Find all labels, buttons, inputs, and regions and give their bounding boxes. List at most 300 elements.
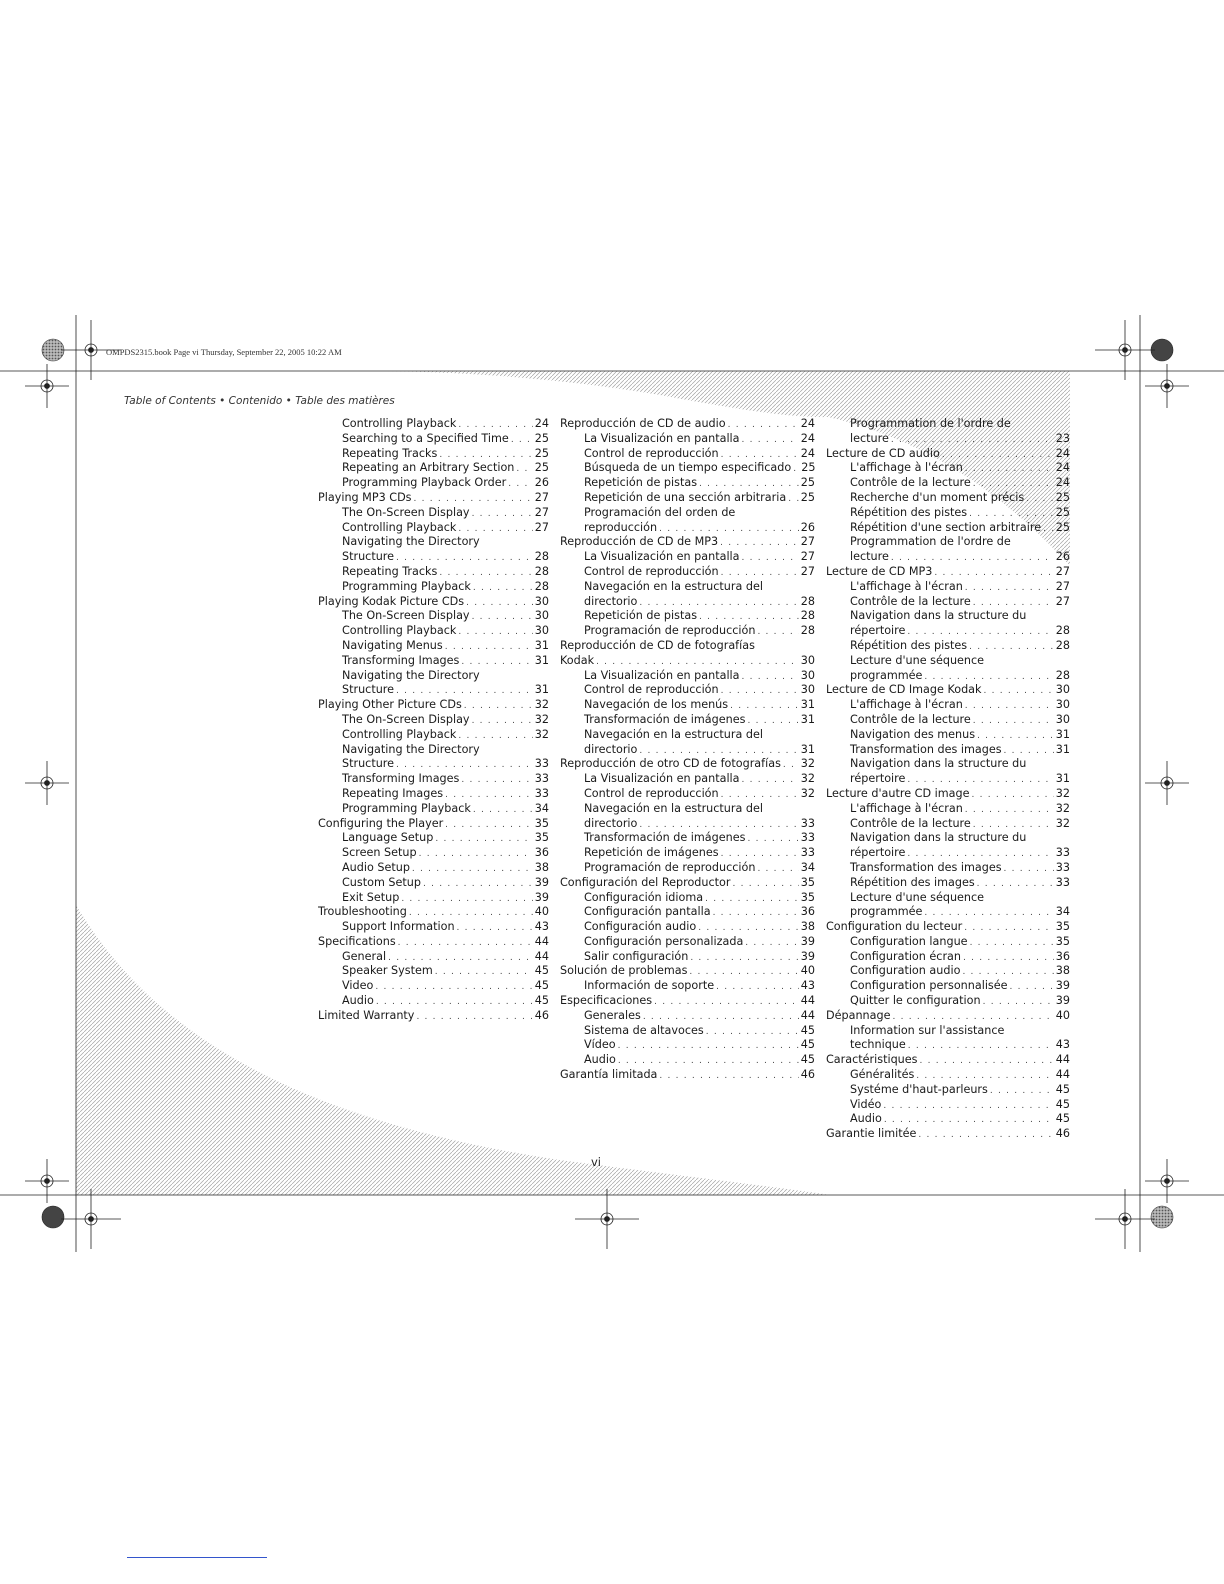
running-header: Table of Contents • Contenido • Table des matières xyxy=(124,395,395,407)
toc-column-english xyxy=(318,417,549,1024)
toc-leader-dots xyxy=(705,892,799,906)
toc-entry[interactable] xyxy=(318,624,549,639)
toc-entry[interactable] xyxy=(318,461,549,476)
toc-entry-page: 33 xyxy=(534,772,549,786)
toc-entry[interactable] xyxy=(318,565,549,580)
toc-entry[interactable] xyxy=(826,772,1070,787)
toc-leader-dots xyxy=(690,951,798,965)
toc-entry-title: Répétition des pistes xyxy=(850,505,968,519)
toc-entry[interactable] xyxy=(826,521,1070,536)
toc-entry-page: 31 xyxy=(1055,742,1070,756)
toc-entry[interactable] xyxy=(318,580,549,595)
toc-entry-title: Controlling Playback xyxy=(342,624,457,638)
toc-entry-page: 35 xyxy=(1055,934,1070,948)
toc-entry[interactable] xyxy=(560,994,815,1009)
toc-entry-page: 45 xyxy=(800,1038,815,1052)
toc-leader-dots xyxy=(745,936,798,950)
toc-entry[interactable] xyxy=(560,1009,815,1024)
toc-entry-page: 24 xyxy=(1055,476,1070,490)
toc-entry-title: Vídeo xyxy=(584,1038,616,1052)
toc-leader-dots xyxy=(962,965,1053,979)
toc-leader-dots xyxy=(699,477,799,491)
toc-entry[interactable] xyxy=(560,535,815,550)
toc-leader-dots xyxy=(461,773,532,787)
toc-entry[interactable] xyxy=(560,550,815,565)
toc-entry[interactable] xyxy=(826,476,1070,491)
toc-entry[interactable] xyxy=(826,639,1070,654)
toc-entry-title: Audio Setup xyxy=(342,860,410,874)
toc-entry[interactable] xyxy=(826,654,1070,669)
toc-entry-title: Structure xyxy=(342,683,395,697)
toc-entry-title: General xyxy=(342,949,387,963)
toc-entry[interactable] xyxy=(826,728,1070,743)
toc-entry[interactable] xyxy=(560,772,815,787)
toc-entry[interactable] xyxy=(826,994,1070,1009)
toc-entry-page: 25 xyxy=(534,431,549,445)
toc-entry[interactable] xyxy=(560,461,815,476)
toc-entry[interactable] xyxy=(318,757,549,772)
toc-entry[interactable] xyxy=(318,891,549,906)
toc-entry-page: 25 xyxy=(534,461,549,475)
toc-entry-title: reproducción xyxy=(584,520,658,534)
toc-entry[interactable] xyxy=(560,580,815,595)
toc-entry[interactable] xyxy=(560,669,815,684)
toc-leader-dots xyxy=(412,862,533,876)
toc-entry[interactable] xyxy=(318,521,549,536)
toc-entry-title: Generales xyxy=(584,1008,641,1022)
toc-entry[interactable] xyxy=(560,935,815,950)
toc-entry[interactable] xyxy=(560,639,815,654)
toc-leader-dots xyxy=(618,1054,799,1068)
toc-leader-dots xyxy=(757,625,798,639)
toc-leader-dots xyxy=(965,581,1054,595)
toc-entry[interactable] xyxy=(826,876,1070,891)
toc-entry-page: 39 xyxy=(1055,979,1070,993)
toc-entry[interactable] xyxy=(560,432,815,447)
toc-entry-page: 31 xyxy=(1055,772,1070,786)
toc-entry-page: 24 xyxy=(534,417,549,430)
toc-entry[interactable] xyxy=(560,521,815,536)
toc-leader-dots xyxy=(376,995,533,1009)
toc-entry[interactable] xyxy=(560,861,815,876)
toc-entry[interactable] xyxy=(560,654,815,669)
toc-entry-title: lecture xyxy=(850,550,889,564)
toc-entry[interactable] xyxy=(318,743,549,758)
toc-entry-title: Audio xyxy=(342,994,374,1008)
toc-entry[interactable] xyxy=(318,979,549,994)
toc-entry-page: 33 xyxy=(1055,860,1070,874)
toc-entry[interactable] xyxy=(318,535,549,550)
toc-entry-page: 39 xyxy=(534,875,549,889)
toc-entry-title: programmée xyxy=(850,905,923,919)
toc-leader-dots xyxy=(435,832,532,846)
toc-entry[interactable] xyxy=(826,565,1070,580)
toc-entry[interactable] xyxy=(318,683,549,698)
toc-entry[interactable] xyxy=(826,417,1070,432)
toc-entry[interactable] xyxy=(826,743,1070,758)
toc-leader-dots xyxy=(464,699,533,713)
toc-entry-title: Navigation des menus xyxy=(850,727,976,741)
toc-entry-page: 36 xyxy=(800,905,815,919)
toc-entry[interactable] xyxy=(826,1112,1070,1127)
toc-entry[interactable] xyxy=(560,1053,815,1068)
toc-entry[interactable] xyxy=(826,624,1070,639)
toc-entry-title: Navigating the Directory xyxy=(342,742,480,756)
toc-entry-title: Programmation de l'ordre de xyxy=(850,535,1011,549)
toc-entry[interactable] xyxy=(560,964,815,979)
toc-entry[interactable] xyxy=(826,1009,1070,1024)
toc-entry-page: 27 xyxy=(800,535,815,549)
toc-entry-title: Navegación en la estructura del xyxy=(584,579,764,593)
toc-entry[interactable] xyxy=(560,609,815,624)
toc-entry-title: Structure xyxy=(342,757,395,771)
toc-entry-title: Playing Other Picture CDs xyxy=(318,698,462,712)
toc-entry-title: Systéme d'haut-parleurs xyxy=(850,1082,988,1096)
toc-entry-title: Especificaciones xyxy=(560,994,653,1008)
toc-entry-page: 28 xyxy=(1055,668,1070,682)
toc-entry-title: L'affichage à l'écran xyxy=(850,579,963,593)
toc-entry[interactable] xyxy=(560,1038,815,1053)
toc-entry-page: 44 xyxy=(800,1008,815,1022)
toc-entry-page: 33 xyxy=(1055,846,1070,860)
toc-entry[interactable] xyxy=(318,713,549,728)
toc-entry[interactable] xyxy=(560,728,815,743)
toc-entry[interactable] xyxy=(318,846,549,861)
toc-entry-title: Navigation dans la structure du xyxy=(850,609,1027,623)
toc-entry[interactable] xyxy=(560,698,815,713)
toc-entry[interactable] xyxy=(318,772,549,787)
toc-leader-dots xyxy=(639,596,798,610)
toc-leader-dots xyxy=(698,921,799,935)
toc-entry[interactable] xyxy=(826,550,1070,565)
toc-entry[interactable] xyxy=(318,447,549,462)
toc-entry-page: 34 xyxy=(800,860,815,874)
toc-entry-page: 25 xyxy=(534,446,549,460)
toc-entry[interactable] xyxy=(826,1127,1070,1142)
toc-entry[interactable] xyxy=(318,639,549,654)
toc-entry[interactable] xyxy=(826,698,1070,713)
toc-entry-title: Repeating Images xyxy=(342,786,444,800)
toc-entry-page: 45 xyxy=(534,964,549,978)
toc-entry[interactable] xyxy=(318,417,549,432)
toc-entry-title: Configuration audio xyxy=(850,964,961,978)
toc-entry-page: 28 xyxy=(1055,638,1070,652)
toc-leader-dots xyxy=(742,433,799,447)
toc-leader-dots xyxy=(618,1039,799,1053)
toc-entry[interactable] xyxy=(826,1068,1070,1083)
toc-entry[interactable] xyxy=(560,757,815,772)
toc-entry[interactable] xyxy=(560,979,815,994)
toc-leader-dots xyxy=(747,832,798,846)
toc-entry[interactable] xyxy=(318,654,549,669)
toc-leader-dots xyxy=(793,462,799,476)
toc-entry-title: Transformación de imágenes xyxy=(584,831,746,845)
toc-entry-title: Répétition d'une section arbitraire xyxy=(850,520,1042,534)
toc-entry[interactable] xyxy=(318,861,549,876)
toc-entry[interactable] xyxy=(826,846,1070,861)
toc-entry-title: The On-Screen Display xyxy=(342,712,470,726)
toc-entry-page: 31 xyxy=(1055,727,1070,741)
toc-leader-dots xyxy=(721,448,799,462)
toc-entry[interactable] xyxy=(826,580,1070,595)
toc-entry-title: Reproducción de CD de fotografías xyxy=(560,638,755,652)
toc-entry[interactable] xyxy=(826,964,1070,979)
toc-entry-page: 28 xyxy=(534,550,549,564)
toc-entry[interactable] xyxy=(826,1053,1070,1068)
toc-entry-page: 23 xyxy=(1055,431,1070,445)
toc-entry[interactable] xyxy=(318,831,549,846)
toc-entry[interactable] xyxy=(318,905,549,920)
toc-leader-dots xyxy=(788,492,799,506)
toc-entry[interactable] xyxy=(318,506,549,521)
toc-entry-page: 44 xyxy=(1055,1053,1070,1067)
toc-entry[interactable] xyxy=(560,1024,815,1039)
toc-leader-dots xyxy=(971,788,1053,802)
toc-entry-title: Navegación en la estructura del xyxy=(584,727,764,741)
toc-entry[interactable] xyxy=(318,609,549,624)
toc-entry[interactable] xyxy=(318,950,549,965)
toc-entry[interactable] xyxy=(560,713,815,728)
toc-entry-page: 33 xyxy=(1055,875,1070,889)
toc-entry-page: 24 xyxy=(800,431,815,445)
toc-entry-page: 40 xyxy=(534,905,549,919)
toc-entry-page: 44 xyxy=(534,949,549,963)
toc-entry[interactable] xyxy=(826,891,1070,906)
toc-entry-title: Navegación de los menús xyxy=(584,698,729,712)
toc-entry-title: Configuración pantalla xyxy=(584,905,711,919)
toc-entry[interactable] xyxy=(826,713,1070,728)
toc-leader-dots xyxy=(742,670,799,684)
toc-entry[interactable] xyxy=(318,802,549,817)
toc-entry-page: 28 xyxy=(800,594,815,608)
toc-entry-page: 31 xyxy=(534,683,549,697)
toc-leader-dots xyxy=(1004,862,1054,876)
registration-ball-icon xyxy=(1151,1206,1173,1228)
toc-entry-title: Lecture d'une séquence xyxy=(850,653,985,667)
toc-entry-title: Repeating Tracks xyxy=(342,564,438,578)
toc-entry[interactable] xyxy=(560,950,815,965)
toc-entry-title: Repeating an Arbitrary Section xyxy=(342,461,515,475)
toc-entry[interactable] xyxy=(560,447,815,462)
toc-entry[interactable] xyxy=(560,831,815,846)
toc-entry[interactable] xyxy=(318,876,549,891)
toc-entry-page: 44 xyxy=(1055,1068,1070,1082)
toc-entry[interactable] xyxy=(560,1068,815,1083)
toc-entry[interactable] xyxy=(826,447,1070,462)
toc-leader-dots xyxy=(747,714,798,728)
toc-entry[interactable] xyxy=(560,817,815,832)
toc-entry[interactable] xyxy=(318,964,549,979)
toc-leader-dots xyxy=(977,877,1054,891)
toc-entry-title: Contrôle de la lecture xyxy=(850,816,971,830)
toc-entry[interactable] xyxy=(318,432,549,447)
toc-entry[interactable] xyxy=(318,994,549,1009)
toc-entry[interactable] xyxy=(560,787,815,802)
toc-leader-dots xyxy=(730,699,799,713)
toc-entry[interactable] xyxy=(826,920,1070,935)
toc-entry-page: 27 xyxy=(534,520,549,534)
toc-leader-dots xyxy=(716,980,799,994)
toc-entry-title: Programming Playback xyxy=(342,579,471,593)
toc-entry-title: Programming Playback xyxy=(342,801,471,815)
toc-leader-dots xyxy=(375,980,532,994)
toc-leader-dots xyxy=(969,640,1054,654)
toc-entry[interactable] xyxy=(318,595,549,610)
toc-entry[interactable] xyxy=(560,920,815,935)
toc-entry-page: 33 xyxy=(800,846,815,860)
toc-entry-title: Dépannage xyxy=(826,1008,891,1022)
toc-entry-page: 30 xyxy=(1055,698,1070,712)
toc-entry-page: 43 xyxy=(1055,1038,1070,1052)
toc-leader-dots xyxy=(907,847,1053,861)
toc-entry-title: Playing Kodak Picture CDs xyxy=(318,594,465,608)
toc-entry-title: Recherche d'un moment précis xyxy=(850,490,1025,504)
toc-leader-dots xyxy=(596,655,799,669)
toc-leader-dots xyxy=(388,951,533,965)
footer-link-rule xyxy=(127,1557,267,1558)
toc-entry[interactable] xyxy=(318,935,549,950)
toc-entry[interactable] xyxy=(826,1024,1070,1039)
toc-leader-dots xyxy=(466,596,533,610)
toc-entry[interactable] xyxy=(826,669,1070,684)
toc-leader-dots xyxy=(892,1010,1053,1024)
toc-entry[interactable] xyxy=(826,432,1070,447)
toc-leader-dots xyxy=(721,788,799,802)
toc-entry-title: Playing MP3 CDs xyxy=(318,490,412,504)
toc-entry[interactable] xyxy=(826,905,1070,920)
toc-entry-page: 32 xyxy=(1055,816,1070,830)
toc-leader-dots xyxy=(973,477,1054,491)
toc-entry-title: Lecture d'autre CD image xyxy=(826,786,970,800)
toc-entry-title: La Visualización en pantalla xyxy=(584,431,740,445)
toc-entry[interactable] xyxy=(318,1009,549,1024)
toc-leader-dots xyxy=(1043,522,1054,536)
toc-entry-page: 33 xyxy=(534,757,549,771)
toc-entry[interactable] xyxy=(318,491,549,506)
toc-leader-dots xyxy=(965,803,1054,817)
toc-entry[interactable] xyxy=(826,950,1070,965)
toc-entry-page: 45 xyxy=(534,979,549,993)
print-slug: OMPDS2315.book Page vi Thursday, September 22, 2005 10:22 AM xyxy=(106,347,342,357)
toc-leader-dots xyxy=(964,921,1053,935)
toc-leader-dots xyxy=(689,965,798,979)
toc-entry[interactable] xyxy=(826,935,1070,950)
toc-entry[interactable] xyxy=(560,876,815,891)
toc-entry[interactable] xyxy=(826,609,1070,624)
toc-entry[interactable] xyxy=(560,905,815,920)
toc-entry-title: Programación de reproducción xyxy=(584,624,756,638)
toc-leader-dots xyxy=(458,418,532,432)
toc-entry-page: 46 xyxy=(1055,1127,1070,1141)
toc-entry[interactable] xyxy=(560,491,815,506)
toc-entry-page: 24 xyxy=(800,446,815,460)
toc-entry-page: 34 xyxy=(534,801,549,815)
toc-entry-title: Configuración del Reproductor xyxy=(560,875,731,889)
toc-entry-page: 30 xyxy=(800,653,815,667)
toc-leader-dots xyxy=(419,847,533,861)
toc-entry-title: Lecture de CD Image Kodak xyxy=(826,683,982,697)
toc-leader-dots xyxy=(458,729,532,743)
toc-entry-page: 24 xyxy=(800,417,815,430)
toc-leader-dots xyxy=(919,1054,1053,1068)
toc-entry-title: L'affichage à l'écran xyxy=(850,698,963,712)
toc-entry-title: Language Setup xyxy=(342,831,434,845)
toc-entry[interactable] xyxy=(826,831,1070,846)
toc-entry[interactable] xyxy=(560,891,815,906)
toc-entry[interactable] xyxy=(826,535,1070,550)
toc-entry[interactable] xyxy=(560,476,815,491)
toc-entry-title: Repetición de una sección arbitraria xyxy=(584,490,787,504)
toc-leader-dots xyxy=(414,492,533,506)
toc-entry[interactable] xyxy=(560,506,815,521)
toc-entry[interactable] xyxy=(826,1083,1070,1098)
toc-entry[interactable] xyxy=(826,1098,1070,1113)
toc-entry[interactable] xyxy=(826,861,1070,876)
toc-entry[interactable] xyxy=(826,979,1070,994)
toc-entry-page: 32 xyxy=(534,712,549,726)
toc-entry-title: Exit Setup xyxy=(342,890,400,904)
toc-leader-dots xyxy=(970,936,1054,950)
toc-entry-title: Custom Setup xyxy=(342,875,421,889)
toc-entry-page: 43 xyxy=(534,920,549,934)
toc-entry[interactable] xyxy=(560,683,815,698)
toc-entry[interactable] xyxy=(318,550,549,565)
toc-entry-title: Répétition des images xyxy=(850,875,975,889)
toc-entry-title: Reproducción de CD de audio xyxy=(560,417,726,430)
toc-entry-title: Lecture d'une séquence xyxy=(850,890,985,904)
toc-entry[interactable] xyxy=(826,757,1070,772)
toc-entry-page: 33 xyxy=(534,786,549,800)
toc-entry[interactable] xyxy=(318,476,549,491)
toc-entry[interactable] xyxy=(560,802,815,817)
toc-entry[interactable] xyxy=(318,920,549,935)
toc-entry[interactable] xyxy=(826,683,1070,698)
toc-leader-dots xyxy=(969,507,1054,521)
toc-entry[interactable] xyxy=(318,787,549,802)
toc-entry[interactable] xyxy=(560,565,815,580)
toc-entry[interactable] xyxy=(560,743,815,758)
toc-entry[interactable] xyxy=(560,417,815,432)
toc-entry[interactable] xyxy=(560,624,815,639)
toc-entry[interactable] xyxy=(826,595,1070,610)
toc-entry[interactable] xyxy=(826,506,1070,521)
toc-entry[interactable] xyxy=(826,817,1070,832)
toc-leader-dots xyxy=(511,433,533,447)
toc-leader-dots xyxy=(963,951,1054,965)
toc-entry[interactable] xyxy=(318,698,549,713)
toc-entry[interactable] xyxy=(826,491,1070,506)
toc-leader-dots xyxy=(439,566,532,580)
toc-entry-page: 32 xyxy=(534,727,549,741)
toc-entry[interactable] xyxy=(826,787,1070,802)
toc-entry-title: Repeating Tracks xyxy=(342,446,438,460)
toc-entry-page: 34 xyxy=(1055,905,1070,919)
toc-leader-dots xyxy=(924,906,1053,920)
toc-entry[interactable] xyxy=(560,595,815,610)
toc-entry[interactable] xyxy=(826,802,1070,817)
toc-leader-dots xyxy=(713,906,799,920)
toc-entry[interactable] xyxy=(560,846,815,861)
toc-entry[interactable] xyxy=(318,669,549,684)
toc-entry-title: Lecture de CD audio xyxy=(826,446,940,460)
toc-entry[interactable] xyxy=(318,817,549,832)
toc-entry-page: 25 xyxy=(1055,520,1070,534)
toc-entry[interactable] xyxy=(826,461,1070,476)
toc-entry-page: 25 xyxy=(1055,490,1070,504)
toc-entry[interactable] xyxy=(826,1038,1070,1053)
toc-entry-page: 32 xyxy=(534,698,549,712)
toc-entry[interactable] xyxy=(318,728,549,743)
